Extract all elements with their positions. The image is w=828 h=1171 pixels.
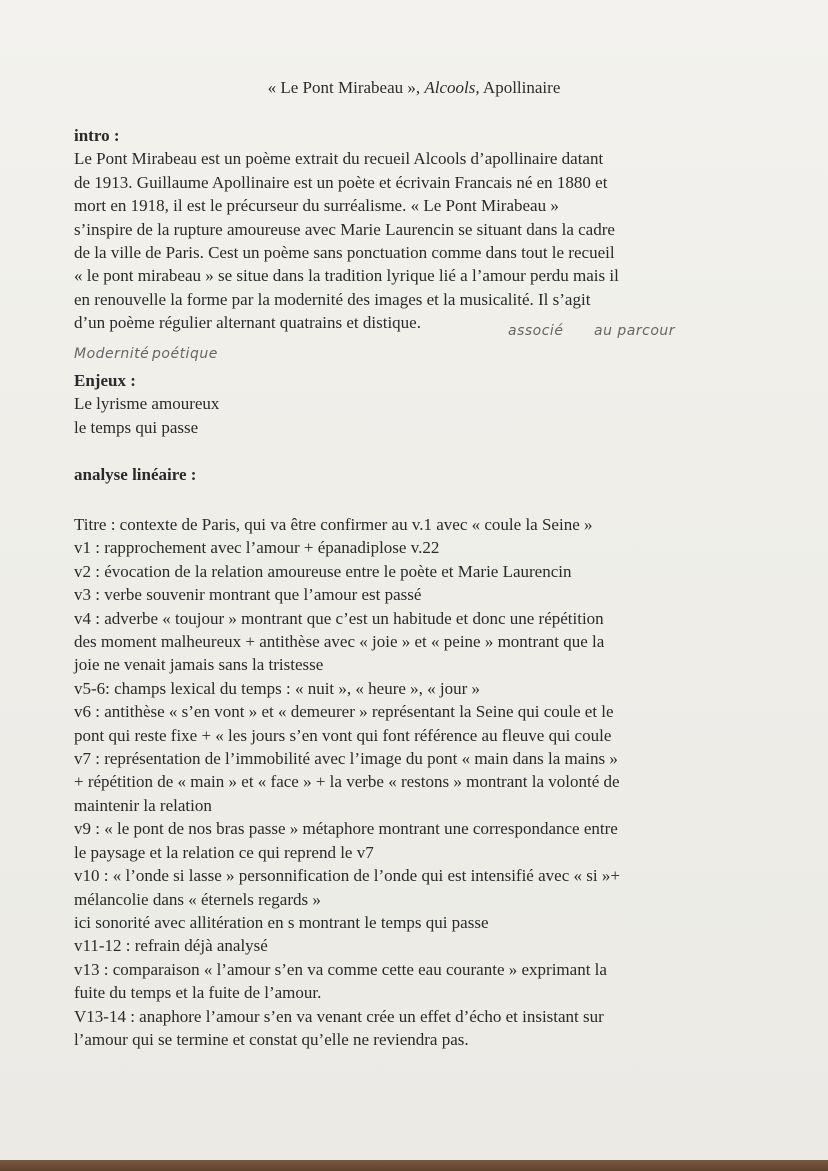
analyse-line: le paysage et la relation ce qui reprend le v7 [74, 842, 374, 862]
analyse-line: l’amour qui se termine et constat qu’elle ne reviendra pas. [74, 1029, 469, 1049]
analyse-line: joie ne venait jamais sans la tristesse [74, 655, 324, 675]
enjeux-heading: Enjeux : [74, 371, 136, 390]
analyse-line: v13 : comparaison « l’amour s’en va comme cette eau courante » exprimant la [74, 959, 607, 979]
analyse-line: v11-12 : refrain déjà analysé [74, 936, 268, 956]
intro-line: en renouvelle la forme par la modernité des images et la musicalité. Il s’agit [74, 289, 591, 309]
analyse-line: Titre : contexte de Paris, qui va être confirmer au v.1 avec « coule la Seine » [74, 515, 593, 534]
enjeux-section [74, 369, 754, 439]
table-surface [0, 1160, 828, 1171]
handwritten-note: au parcour [594, 323, 676, 339]
analyse-line: pont qui reste fixe + « les jours s’en vont qui font référence au fleuve qui coule [74, 725, 612, 745]
document-title [0, 76, 828, 99]
analyse-line: fuite du temps et la fuite de l’amour. [74, 983, 322, 1003]
analyse-line: v2 : évocation de la relation amoureuse entre le poète et Marie Laurencin [74, 561, 572, 581]
analyse-line: ici sonorité avec allitération en s montrant le temps qui passe [74, 912, 489, 932]
title-prefix: « Le Pont Mirabeau », [267, 78, 425, 97]
analyse-line: v4 : adverbe « toujour » montrant que c’est un habitude et donc une répétition [74, 608, 604, 628]
analyse-line: v6 : antithèse « s’en vont » et « demeurer » représentant la Seine qui coule et le [74, 702, 614, 722]
handwritten-note: associé [508, 323, 564, 339]
analyse-section [74, 513, 754, 1051]
intro-line: d’un poème régulier alternant quatrains et distique. [74, 313, 421, 333]
intro-line: s’inspire de la rupture amoureuse avec Marie Laurencin se situant dans la cadre [74, 219, 615, 239]
intro-line: de 1913. Guillaume Apollinaire est un poète et écrivain Francais né en 1880 et [74, 172, 608, 192]
analyse-line: mélancolie dans « éternels regards » [74, 889, 321, 909]
handwritten-note: Modernité [74, 346, 150, 362]
analyse-line: v1 : rapprochement avec l’amour + épanadiplose v.22 [74, 538, 440, 558]
analyse-line: maintenir la relation [74, 795, 212, 815]
enjeux-item: le temps qui passe [74, 417, 199, 437]
analyse-heading: analyse linéaire : [74, 465, 197, 484]
analyse-heading-block [74, 463, 754, 486]
intro-line: « le pont mirabeau » se situe dans la tradition lyrique lié a l’amour perdu mais il [74, 266, 619, 286]
analyse-line: v9 : « le pont de nos bras passe » métaphore montrant une correspondance entre [74, 819, 618, 839]
intro-line: de la ville de Paris. Cest un poème sans ponctuation comme dans tout le recueil [74, 243, 615, 263]
enjeux-item: Le lyrisme amoureux [74, 394, 220, 414]
analyse-line: v3 : verbe souvenir montrant que l’amour est passé [74, 585, 422, 605]
intro-line: Le Pont Mirabeau est un poème extrait du recueil Alcools d’apollinaire datant [74, 149, 604, 169]
analyse-line: v10 : « l’onde si lasse » personnification de l’onde qui est intensifié avec « si »+ [74, 866, 620, 886]
analyse-line: + répétition de « main » et « face » + la verbe « restons » montrant la volonté de [74, 772, 620, 792]
analyse-line: des moment malheureux + antithèse avec « joie » et « peine » montrant que la [74, 632, 605, 652]
intro-heading: intro : [74, 126, 120, 145]
analyse-line: v5-6: champs lexical du temps : « nuit », « heure », « jour » [74, 678, 481, 698]
intro-section [74, 124, 754, 335]
analyse-line: v7 : représentation de l’immobilité avec l’image du pont « main dans la mains » [74, 749, 618, 769]
intro-line: mort en 1918, il est le précurseur du surréalisme. « Le Pont Mirabeau » [74, 196, 559, 216]
handwritten-note: poétique [152, 346, 218, 362]
title-suffix: , Apollinaire [475, 78, 561, 97]
title-work: Alcools [424, 78, 476, 97]
analyse-line: V13-14 : anaphore l’amour s’en va venant crée un effet d’écho et insistant sur [74, 1006, 604, 1026]
